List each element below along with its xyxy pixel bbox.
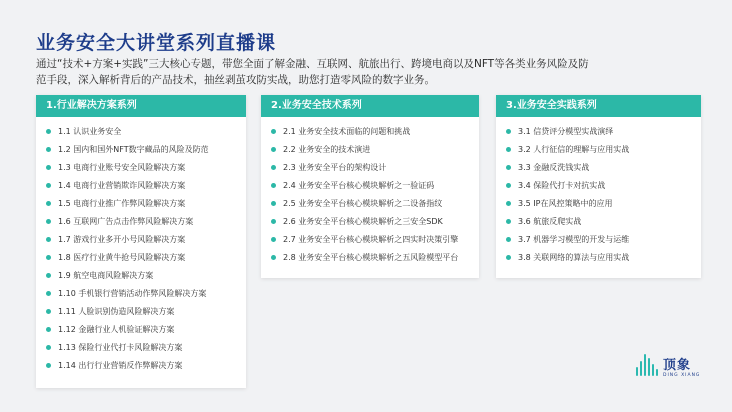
list-item <box>46 179 246 197</box>
bullet-icon <box>46 129 51 134</box>
bullet-icon <box>46 273 51 278</box>
list-item-label: 1.4 电商行业营销欺诈风险解决方案 <box>58 181 186 190</box>
list-item <box>46 233 246 251</box>
bullet-icon <box>506 147 511 152</box>
bullet-icon <box>506 129 511 134</box>
list-item-label: 1.3 电商行业账号安全风险解决方案 <box>58 163 186 172</box>
list-item-label: 1.6 互联网广告点击作弊风险解决方案 <box>58 217 194 226</box>
list-item-label: 1.1 认识业务安全 <box>58 127 122 136</box>
list-item-label: 2.7 业务安全平台核心模块解析之四实时决策引擎 <box>283 235 459 244</box>
list-item-label: 1.8 医疗行业黄牛抢号风险解决方案 <box>58 253 186 262</box>
list-item <box>46 287 246 305</box>
bullet-icon <box>506 183 511 188</box>
list-item-label: 1.10 手机银行营销活动作弊风险解决方案 <box>58 289 207 298</box>
list-item-label: 2.4 业务安全平台核心模块解析之一验证码 <box>283 181 435 190</box>
list-item-label: 1.11 人脸识别伪造风险解决方案 <box>58 307 175 316</box>
list-item <box>506 143 701 161</box>
list-item <box>506 179 701 197</box>
card-header: 3.业务安全实践系列 <box>496 95 701 117</box>
list-item-label: 1.7 游戏行业多开小号风险解决方案 <box>58 235 186 244</box>
bullet-icon <box>46 327 51 332</box>
bullet-icon <box>271 165 276 170</box>
list-item-label: 1.9 航空电商风险解决方案 <box>58 271 154 280</box>
bullet-icon <box>46 147 51 152</box>
list-item-label: 1.13 保险行业代打卡风险解决方案 <box>58 343 183 352</box>
bullet-icon <box>46 309 51 314</box>
list-item-label: 1.14 出行行业营销反作弊解决方案 <box>58 361 183 370</box>
list-item <box>506 161 701 179</box>
bullet-icon <box>46 165 51 170</box>
list-item-label: 2.8 业务安全平台核心模块解析之五风险模型平台 <box>283 253 459 262</box>
bullet-icon <box>271 219 276 224</box>
card-header: 1.行业解决方案系列 <box>36 95 246 117</box>
bullet-icon <box>271 237 276 242</box>
bullet-icon <box>506 237 511 242</box>
logo-icon <box>636 354 660 376</box>
list-item-label: 1.5 电商行业推广作弊风险解决方案 <box>58 199 186 208</box>
bullet-icon <box>506 165 511 170</box>
list-item <box>46 323 246 341</box>
bullet-icon <box>46 237 51 242</box>
card-security-technology <box>261 95 479 278</box>
list-item-label: 3.6 航旅反爬实战 <box>518 217 582 226</box>
list-item <box>506 233 701 251</box>
list-item <box>271 125 479 143</box>
bullet-icon <box>271 201 276 206</box>
bullet-icon <box>271 129 276 134</box>
card-header: 2.业务安全技术系列 <box>261 95 479 117</box>
page-description: 通过“技术+方案+实践”三大核心专题，带您全面了解金融、互联网、航旅出行、跨境电商以及NFT等各类业务风险及防范手段，深入解析背后的产品技术，抽丝剥茧攻防实战，助您打造零风险的数字业务。 <box>36 58 589 86</box>
list-item-label: 3.4 保险代打卡对抗实战 <box>518 181 606 190</box>
list-item-label: 1.12 金融行业人机验证解决方案 <box>58 325 175 334</box>
list-item <box>271 251 479 269</box>
bullet-icon <box>271 183 276 188</box>
list-item <box>46 125 246 143</box>
list-item <box>271 197 479 215</box>
list-item <box>46 143 246 161</box>
list-item <box>271 179 479 197</box>
page-title: 业务安全大讲堂系列直播课 <box>36 32 277 54</box>
bullet-icon <box>506 255 511 260</box>
list-item <box>506 251 701 269</box>
topic-list <box>496 117 701 269</box>
list-item <box>271 215 479 233</box>
bullet-icon <box>271 255 276 260</box>
list-item <box>46 215 246 233</box>
list-item-label: 3.2 人行征信的理解与应用实战 <box>518 145 630 154</box>
list-item <box>46 305 246 323</box>
list-item <box>46 251 246 269</box>
list-item-label: 3.3 金融反洗钱实战 <box>518 163 590 172</box>
list-item-label: 3.8 关联网络的算法与应用实战 <box>518 253 630 262</box>
list-item <box>46 359 246 377</box>
bullet-icon <box>506 219 511 224</box>
list-item <box>46 161 246 179</box>
list-item <box>271 233 479 251</box>
list-item <box>271 143 479 161</box>
list-item <box>271 161 479 179</box>
card-industry-solutions <box>36 95 246 388</box>
list-item-label: 2.3 业务安全平台的架构设计 <box>283 163 387 172</box>
bullet-icon <box>46 363 51 368</box>
topic-list <box>261 117 479 269</box>
list-item <box>506 125 701 143</box>
list-item-label: 2.1 业务安全技术面临的问题和挑战 <box>283 127 411 136</box>
card-security-practice <box>496 95 701 278</box>
bullet-icon <box>506 201 511 206</box>
bullet-icon <box>46 345 51 350</box>
list-item <box>46 269 246 287</box>
bullet-icon <box>46 255 51 260</box>
list-item <box>46 341 246 359</box>
list-item-label: 2.5 业务安全平台核心模块解析之二设备指纹 <box>283 199 443 208</box>
bullet-icon <box>46 201 51 206</box>
list-item <box>506 215 701 233</box>
list-item-label: 3.7 机器学习模型的开发与运维 <box>518 235 630 244</box>
list-item-label: 2.2 业务安全的技术演进 <box>283 145 371 154</box>
logo-name-cn: 顶象 <box>663 358 692 373</box>
bullet-icon <box>271 147 276 152</box>
bullet-icon <box>46 291 51 296</box>
list-item-label: 3.5 IP在风控策略中的应用 <box>518 199 613 208</box>
list-item-label: 1.2 国内和国外NFT数字藏品的风险及防范 <box>58 145 209 154</box>
list-item <box>46 197 246 215</box>
list-item <box>506 197 701 215</box>
list-item-label: 2.6 业务安全平台核心模块解析之三安全SDK <box>283 217 443 226</box>
logo-name-en: DING XIANG <box>663 373 701 378</box>
dingxiang-logo <box>636 352 708 386</box>
list-item-label: 3.1 信贷评分模型实战演绎 <box>518 127 614 136</box>
bullet-icon <box>46 183 51 188</box>
bullet-icon <box>46 219 51 224</box>
topic-list <box>36 117 246 377</box>
